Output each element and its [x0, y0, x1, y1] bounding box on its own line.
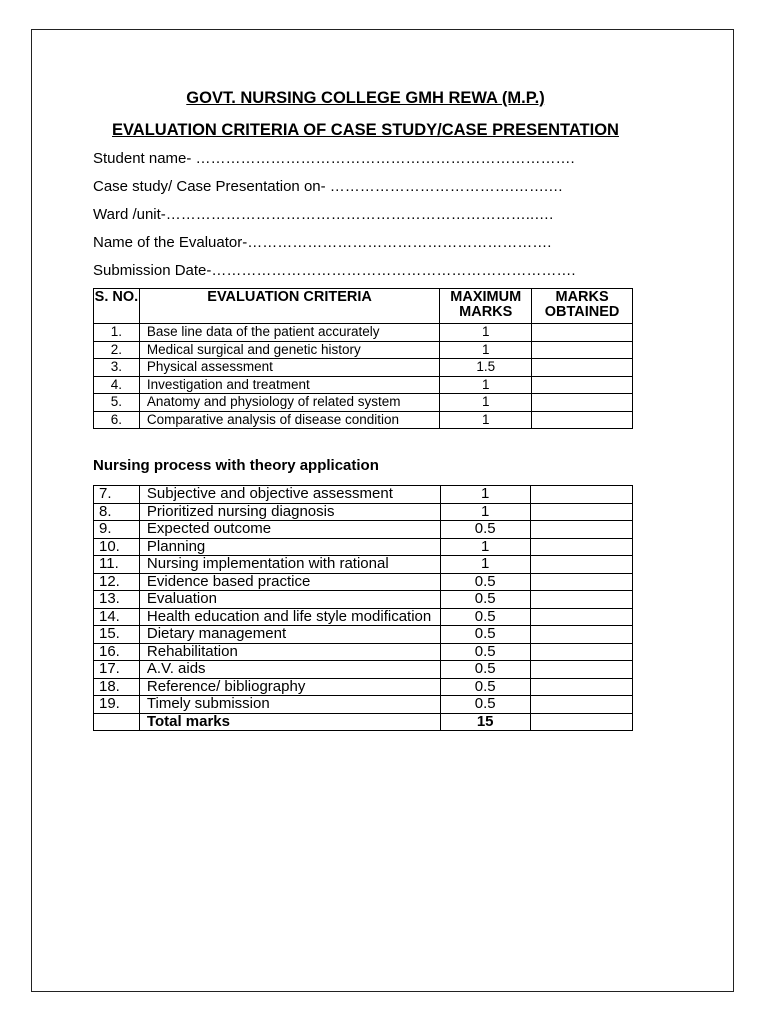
submission-date-field: Submission Date-………………………………………………………………. — [93, 262, 576, 279]
marks-obtained-cell[interactable] — [530, 661, 632, 679]
marks-obtained-cell[interactable] — [532, 376, 633, 394]
criteria-cell: Evidence based practice — [139, 573, 440, 591]
serial-no-cell: 11. — [94, 556, 140, 574]
serial-no-cell: 19. — [94, 696, 140, 714]
marks-obtained-cell[interactable] — [532, 411, 633, 429]
total-label: Total marks — [139, 713, 440, 731]
criteria-cell: Subjective and objective assessment — [139, 486, 440, 504]
max-marks-cell: 0.5 — [440, 521, 530, 539]
max-marks-cell: 1 — [440, 394, 532, 412]
table-row — [94, 341, 633, 359]
criteria-cell: Evaluation — [139, 591, 440, 609]
serial-no-cell: 13. — [94, 591, 140, 609]
table-header-row — [94, 289, 633, 324]
criteria-cell: Investigation and treatment — [139, 376, 439, 394]
marks-obtained-cell[interactable] — [530, 556, 632, 574]
total-value: 15 — [440, 713, 530, 731]
table-row — [94, 411, 633, 429]
criteria-cell: Base line data of the patient accurately — [139, 324, 439, 342]
serial-no-cell: 7. — [94, 486, 140, 504]
header-marks-obtained: MARKS OBTAINED — [532, 289, 633, 324]
document-page — [31, 29, 734, 992]
header-criteria: EVALUATION CRITERIA — [139, 289, 439, 324]
college-title: GOVT. NURSING COLLEGE GMH REWA (M.P.) — [186, 89, 545, 107]
table-row — [94, 486, 633, 504]
criteria-cell: Anatomy and physiology of related system — [139, 394, 439, 412]
nursing-process-table — [93, 485, 633, 731]
max-marks-cell: 1 — [440, 486, 530, 504]
table-row — [94, 556, 633, 574]
criteria-cell: Nursing implementation with rational — [139, 556, 440, 574]
marks-obtained-cell[interactable] — [532, 359, 633, 377]
marks-obtained-cell[interactable] — [530, 643, 632, 661]
case-study-field: Case study/ Case Presentation on- ……………………………….…….… — [93, 178, 564, 195]
evaluator-name-field: Name of the Evaluator-……………………………………………………. — [93, 234, 552, 251]
serial-no-cell: 15. — [94, 626, 140, 644]
marks-obtained-cell[interactable] — [532, 341, 633, 359]
max-marks-cell: 1 — [440, 503, 530, 521]
serial-no-cell: 1. — [94, 324, 140, 342]
table-row — [94, 503, 633, 521]
max-marks-cell: 0.5 — [440, 696, 530, 714]
max-marks-cell: 1 — [440, 324, 532, 342]
marks-obtained-cell[interactable] — [530, 608, 632, 626]
serial-no-cell: 5. — [94, 394, 140, 412]
serial-no-cell: 14. — [94, 608, 140, 626]
table-row — [94, 376, 633, 394]
serial-no-cell: 18. — [94, 678, 140, 696]
table-row — [94, 661, 633, 679]
max-marks-cell: 1.5 — [440, 359, 532, 377]
marks-obtained-cell[interactable] — [530, 696, 632, 714]
evaluation-table — [93, 288, 633, 429]
document-title: EVALUATION CRITERIA OF CASE STUDY/CASE PRESENTATION — [112, 121, 619, 139]
criteria-cell: Planning — [139, 538, 440, 556]
max-marks-cell: 0.5 — [440, 661, 530, 679]
marks-obtained-cell[interactable] — [530, 573, 632, 591]
criteria-cell: Comparative analysis of disease condition — [139, 411, 439, 429]
table-row — [94, 608, 633, 626]
serial-no-cell: 10. — [94, 538, 140, 556]
max-marks-cell: 0.5 — [440, 643, 530, 661]
serial-no-cell: 2. — [94, 341, 140, 359]
marks-obtained-cell[interactable] — [530, 626, 632, 644]
serial-no-cell: 4. — [94, 376, 140, 394]
ward-unit-field: Ward /unit-………………………………………………………………..…. — [93, 206, 554, 223]
table-row — [94, 643, 633, 661]
header-serial-no: S. NO. — [94, 289, 140, 324]
serial-no-cell: 6. — [94, 411, 140, 429]
marks-obtained-cell[interactable] — [530, 538, 632, 556]
max-marks-cell: 1 — [440, 411, 532, 429]
criteria-cell: Prioritized nursing diagnosis — [139, 503, 440, 521]
max-marks-cell: 1 — [440, 556, 530, 574]
max-marks-cell: 1 — [440, 341, 532, 359]
table-row — [94, 678, 633, 696]
marks-obtained-cell[interactable] — [530, 486, 632, 504]
section-title: Nursing process with theory application — [93, 457, 379, 474]
total-no-cell — [94, 713, 140, 731]
max-marks-cell: 1 — [440, 538, 530, 556]
max-marks-cell: 0.5 — [440, 626, 530, 644]
table-row — [94, 573, 633, 591]
max-marks-cell: 1 — [440, 376, 532, 394]
serial-no-cell: 12. — [94, 573, 140, 591]
criteria-cell: Reference/ bibliography — [139, 678, 440, 696]
table-row — [94, 626, 633, 644]
marks-obtained-cell[interactable] — [530, 678, 632, 696]
max-marks-cell: 0.5 — [440, 591, 530, 609]
serial-no-cell: 8. — [94, 503, 140, 521]
criteria-cell: Expected outcome — [139, 521, 440, 539]
criteria-cell: Health education and life style modification — [139, 608, 440, 626]
header-max-marks: MAXIMUM MARKS — [440, 289, 532, 324]
criteria-cell: Rehabilitation — [139, 643, 440, 661]
criteria-cell: Dietary management — [139, 626, 440, 644]
serial-no-cell: 3. — [94, 359, 140, 377]
criteria-cell: Physical assessment — [139, 359, 439, 377]
max-marks-cell: 0.5 — [440, 608, 530, 626]
table-row — [94, 359, 633, 377]
total-obtained-cell[interactable] — [530, 713, 632, 731]
table-row — [94, 324, 633, 342]
criteria-cell: Medical surgical and genetic history — [139, 341, 439, 359]
document-content — [93, 87, 638, 731]
criteria-cell: A.V. aids — [139, 661, 440, 679]
table-row — [94, 521, 633, 539]
criteria-cell: Timely submission — [139, 696, 440, 714]
marks-obtained-cell[interactable] — [530, 591, 632, 609]
serial-no-cell: 16. — [94, 643, 140, 661]
marks-obtained-cell[interactable] — [530, 503, 632, 521]
marks-obtained-cell[interactable] — [532, 394, 633, 412]
table-row — [94, 538, 633, 556]
marks-obtained-cell[interactable] — [532, 324, 633, 342]
marks-obtained-cell[interactable] — [530, 521, 632, 539]
max-marks-cell: 0.5 — [440, 573, 530, 591]
table-row — [94, 696, 633, 714]
serial-no-cell: 9. — [94, 521, 140, 539]
table-row — [94, 394, 633, 412]
student-name-field: Student name- …………………………………………………………………. — [93, 150, 575, 167]
table-row — [94, 591, 633, 609]
total-row — [94, 713, 633, 731]
max-marks-cell: 0.5 — [440, 678, 530, 696]
serial-no-cell: 17. — [94, 661, 140, 679]
